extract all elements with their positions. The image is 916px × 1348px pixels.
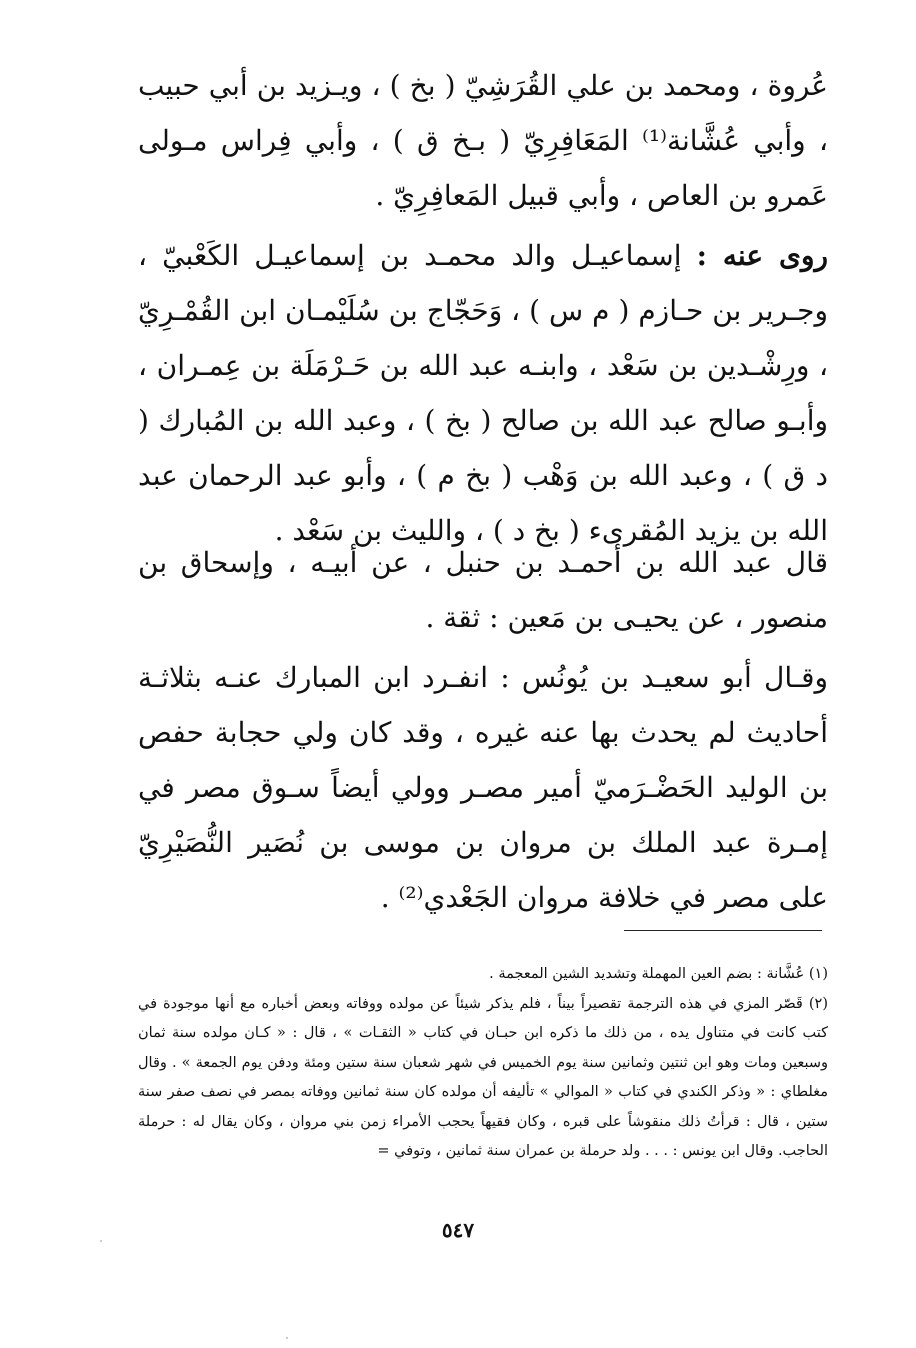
- paragraph-text: عُروة ، ومحمد بن علي القُرَشِيّ ( بخ ) ، ويـزيد بن أبي حبيب ، وأبي عُشَّانة⁽¹⁾ المَعَافِرِيّ ( بـخ ق ) ، وأبي فِراس مـولى عَمرو بن العاص ، وأبي قبيل المَعافِرِيّ .: [138, 69, 828, 212]
- footnote-2: (٢) قَصّر المزي في هذه الترجمة تقصيراً بيناً ، فلم يذكر شيئاً عن مولده ووفاته وبعض أخباره مع أنها موجودة في كتب كانت في متناول يده ، من ذلك ما ذكره ابن حبـان في كتاب « الثقـات » ، قال : « كـان مولده سنة ثمان وسبعين ومات وهو ابن ثنتين وثمانين سنة يوم الخميس في شهر شعبان سنة ستين ومئة ودفن يوم الجمعة » . وقال مغلطاي : « وذكر الكندي في كتاب « الموالي » تأليفه أن مولده كان سنة ثمانين ووفاته بمصر في نصف صفر سنة ستين ، قال : قرأتُ ذلك منقوشاً على قبره ، وكان فقيهاً يحجب الأمراء زمن بني مروان ، وكان يقال له : حرملة الحاجب. وقال ابن يونس : . . . ولد حرملة بن عمران سنة ثمانين ، وتوفي =: [138, 995, 828, 1159]
- scan-speck: [100, 1240, 102, 1242]
- page-number: ٥٤٧: [441, 1218, 475, 1242]
- paragraph-ibn-hanbal: [138, 535, 828, 645]
- scan-speck: [286, 1337, 288, 1339]
- paragraph-ibn-yunus: [138, 650, 828, 925]
- footnote-1: (١) عُشَّانة : بضم العين المهملة وتشديد الشين المعجمة .: [489, 966, 828, 982]
- paragraph-text: [138, 228, 828, 558]
- footnote-separator: [624, 930, 822, 931]
- paragraph-text: وقـال أبو سعيـد بن يُونُس : انفـرد ابن المبارك عنـه بثلاثـة أحاديث لم يحدث بها عنه غيره ، وقد كان ولي حجابة حفص بن الوليد الحَضْـرَميّ أمير مصـر وولي أيضاً سـوق مصر في إمـرة عبد الملك بن مروان بن موسى بن نُصَير النُّصَيْرِيّ على مصر في خلافة مروان الجَعْدي⁽²⁾ .: [138, 661, 828, 914]
- paragraph-narrators: [138, 228, 828, 558]
- paragraph-text: قال عبد الله بن أحمـد بن حنبل ، عن أبيـه ، وإسحاق بن منصور ، عن يحيـى بن مَعين : ثقة .: [138, 546, 828, 634]
- footnotes: [138, 960, 828, 1167]
- section-heading-rawa-anhu: روى عنه :: [696, 239, 828, 272]
- narrators-list: إسماعيـل والد محمـد بن إسماعيـل الكَعْبيّ ، وجـرير بن حـازم ( م س ) ، وَحَجّاج بن سُلَيْمـان ابن القُمْـرِيّ ، ورِشْـدين بن سَعْد ، وابنـه عبد الله بن حَـرْمَلَة بن عِمـران ، وأبـو صالح عبد الله بن صالح ( بخ ) ، وعبد الله بن المُبارك ( د ق ) ، وعبد الله بن وَهْب ( بخ م ) ، وأبو عبد الرحمان عبد الله بن يزيد المُقرىء ( بخ د ) ، والليث بن سَعْد .: [138, 239, 828, 547]
- paragraph-teachers-list: [138, 58, 828, 223]
